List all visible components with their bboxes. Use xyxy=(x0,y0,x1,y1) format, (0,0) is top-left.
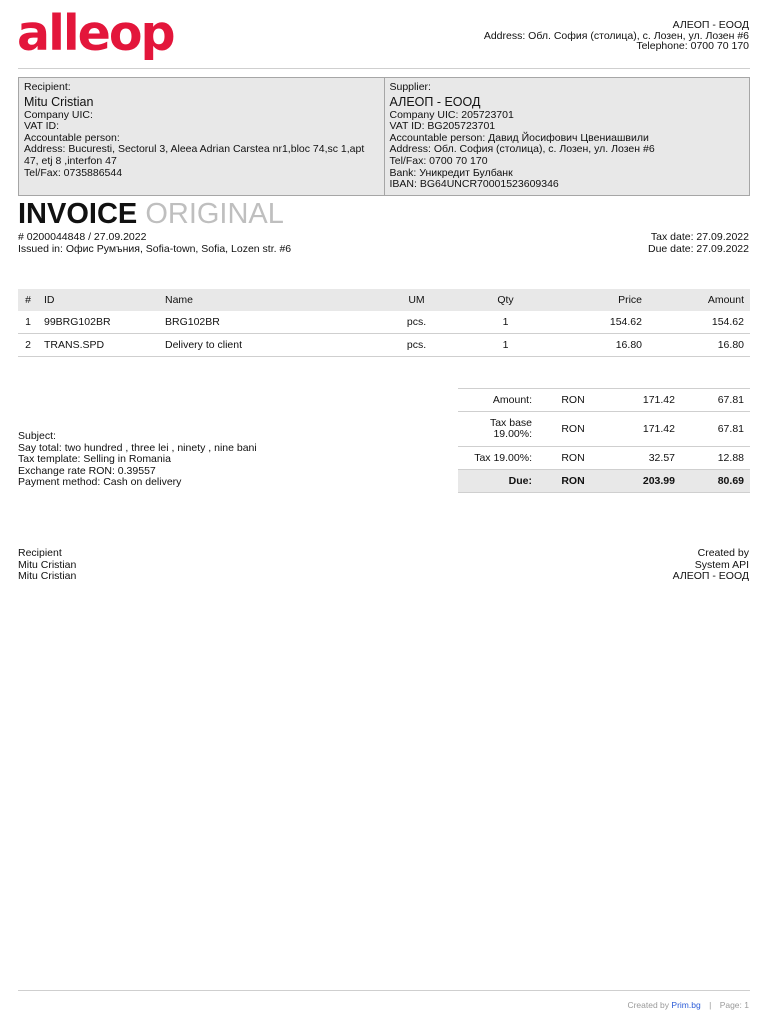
totals-amount-currency: RON xyxy=(538,389,608,412)
company-header-phone: Telephone: 0700 70 170 xyxy=(636,40,749,52)
cell-price: 16.80 xyxy=(547,334,648,357)
notes-exchange-rate: Exchange rate RON: 0.39557 xyxy=(18,464,156,477)
col-header-num: # xyxy=(18,289,38,311)
totals-taxbase-currency: RON xyxy=(538,412,608,447)
cell-um: pcs. xyxy=(369,311,464,334)
footer-page-number: Page: 1 xyxy=(719,1000,749,1010)
totals-due-row xyxy=(458,470,750,493)
invoice-notes xyxy=(18,431,257,489)
supplier-iban: IBAN: BG64UNCR70001523609346 xyxy=(389,178,559,191)
totals-taxbase-row xyxy=(458,412,750,447)
supplier-vat: VAT ID: BG205723701 xyxy=(389,120,496,133)
cell-qty: 1 xyxy=(464,334,547,357)
items-table xyxy=(18,289,750,357)
company-header-name: АЛЕОП - ЕООД xyxy=(672,19,749,31)
col-header-name: Name xyxy=(159,289,369,311)
cell-id: 99BRG102BR xyxy=(38,311,159,334)
supplier-bank: Bank: Уникредит Булбанк xyxy=(389,166,513,179)
recipient-heading: Recipient: xyxy=(24,81,71,93)
col-header-qty: Qty xyxy=(464,289,547,311)
cell-um: pcs. xyxy=(369,334,464,357)
cell-num: 1 xyxy=(18,311,38,334)
supplier-accountable: Accountable person: Давид Йосифович Цвениашвили xyxy=(389,131,649,144)
footer-site-link[interactable]: Prim.bg xyxy=(671,1000,701,1010)
recipient-signature xyxy=(18,548,76,583)
totals-amount-value: 171.42 xyxy=(608,389,681,412)
totals-taxbase-alt: 67.81 xyxy=(681,412,750,447)
invoice-title-word: INVOICE xyxy=(18,198,138,230)
invoice-due-date: Due date: 27.09.2022 xyxy=(647,243,749,255)
totals-due-currency: RON xyxy=(538,470,608,493)
cell-num: 2 xyxy=(18,334,38,357)
invoice-tax-date: Tax date: 27.09.2022 xyxy=(650,231,749,243)
totals-due-value: 203.99 xyxy=(608,470,681,493)
footer-created-by: Created by xyxy=(627,1000,670,1010)
sig-left-name-2: Mitu Cristian xyxy=(18,570,77,583)
cell-name: Delivery to client xyxy=(159,334,369,357)
sig-left-label: Recipient xyxy=(18,547,62,559)
supplier-uic: Company UIC: 205723701 xyxy=(389,108,514,121)
totals-table xyxy=(458,388,750,493)
col-header-um: UM xyxy=(369,289,464,311)
invoice-title xyxy=(18,197,284,231)
notes-subject: Subject: xyxy=(18,430,56,442)
table-row xyxy=(18,334,750,357)
totals-amount-alt: 67.81 xyxy=(681,389,750,412)
creator-signature xyxy=(673,548,749,583)
col-header-amount: Amount xyxy=(648,289,750,311)
alleop-logo: alleop xyxy=(17,5,174,62)
totals-tax-row xyxy=(458,447,750,470)
notes-say-total: Say total: two hundred , three lei , ninety , nine bani xyxy=(18,441,257,454)
cell-amount: 154.62 xyxy=(648,311,750,334)
supplier-name: АЛЕОП - ЕООД xyxy=(389,94,481,109)
totals-taxbase-label-2: 19.00%: xyxy=(493,428,532,440)
supplier-address: Address: Обл. София (столица), с. Лозен, ул. Лозен #6 xyxy=(389,143,655,156)
totals-taxbase-label xyxy=(458,412,538,447)
recipient-address: Address: Bucuresti, Sectorul 3, Aleea Adrian Carstea nr1,bloc 74,sc 1,apt 47, etj 8 ,interfon 47 xyxy=(24,143,365,167)
recipient-accountable: Accountable person: xyxy=(24,131,120,144)
totals-tax-value: 32.57 xyxy=(608,447,681,470)
totals-tax-label: Tax 19.00%: xyxy=(458,447,538,470)
items-header-row xyxy=(18,289,750,311)
invoice-meta-left xyxy=(18,231,291,255)
supplier-tel: Tel/Fax: 0700 70 170 xyxy=(389,154,488,167)
invoice-meta-right xyxy=(648,231,749,255)
col-header-id: ID xyxy=(38,289,159,311)
invoice-number: # 0200044848 / 27.09.2022 xyxy=(18,231,147,243)
totals-tax-alt: 12.88 xyxy=(681,447,750,470)
notes-tax-template: Tax template: Selling in Romania xyxy=(18,453,171,466)
totals-due-label: Due: xyxy=(458,470,538,493)
notes-payment-method: Payment method: Cash on delivery xyxy=(18,476,182,489)
cell-name: BRG102BR xyxy=(159,311,369,334)
totals-due-alt: 80.69 xyxy=(681,470,750,493)
recipient-name: Mitu Cristian xyxy=(24,94,94,109)
cell-qty: 1 xyxy=(464,311,547,334)
totals-tax-currency: RON xyxy=(538,447,608,470)
company-header-address: Address: Обл. София (столица), с. Лозен, ул. Лозен #6 xyxy=(483,29,749,42)
recipient-uic: Company UIC: xyxy=(24,108,93,121)
invoice-copy-label: ORIGINAL xyxy=(145,198,284,230)
totals-amount-row xyxy=(458,389,750,412)
cell-price: 154.62 xyxy=(547,311,648,334)
supplier-box xyxy=(385,77,751,196)
page-footer xyxy=(627,1000,749,1010)
cell-amount: 16.80 xyxy=(648,334,750,357)
sig-left-name-1: Mitu Cristian xyxy=(18,558,77,571)
recipient-vat: VAT ID: xyxy=(24,120,60,133)
recipient-box xyxy=(18,77,385,196)
totals-taxbase-label-1: Tax base xyxy=(489,416,532,429)
sig-right-by: System API xyxy=(694,558,749,571)
totals-taxbase-value: 171.42 xyxy=(608,412,681,447)
col-header-price: Price xyxy=(547,289,648,311)
sig-right-company: АЛЕОП - ЕООД xyxy=(672,570,749,583)
recipient-tel: Tel/Fax: 0735886544 xyxy=(24,166,123,179)
footer-divider xyxy=(18,990,750,991)
cell-id: TRANS.SPD xyxy=(38,334,159,357)
header-divider xyxy=(18,68,750,69)
company-header xyxy=(484,20,749,52)
parties-panel xyxy=(18,77,750,196)
invoice-issued: Issued in: Офис Румъния, Sofia-town, Sofia, Lozen str. #6 xyxy=(18,243,292,255)
totals-amount-label: Amount: xyxy=(458,389,538,412)
sig-right-label: Created by xyxy=(697,547,749,559)
supplier-heading: Supplier: xyxy=(389,81,431,93)
footer-separator: | xyxy=(709,1000,712,1010)
table-row xyxy=(18,311,750,334)
